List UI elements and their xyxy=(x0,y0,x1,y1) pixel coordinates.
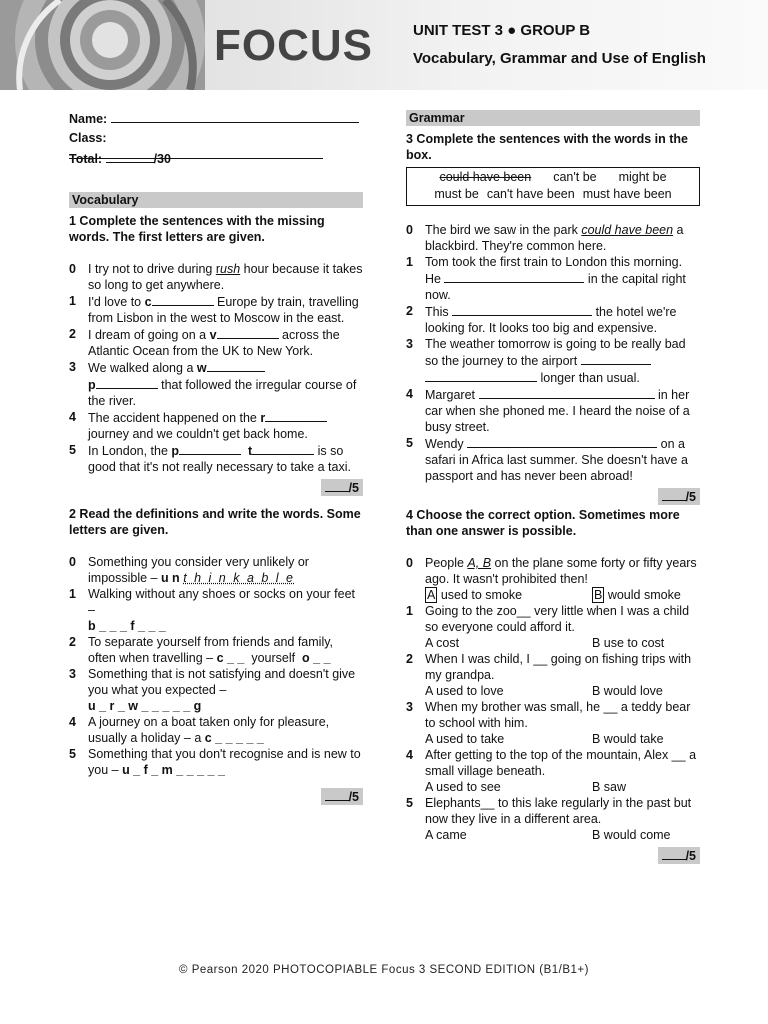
item-number: 0 xyxy=(406,556,413,570)
example-answer: A, B xyxy=(467,556,492,570)
item-text: across the Atlantic Ocean from the UK to New York. xyxy=(88,328,340,358)
grammar-section-header: Grammar xyxy=(406,110,700,126)
task2-item-4 xyxy=(69,714,363,746)
vocabulary-section-header: Vocabulary xyxy=(69,192,363,208)
task4-item-1 xyxy=(406,603,700,651)
task3-item-0 xyxy=(406,222,700,254)
item-text: a blackbird. They're common here. xyxy=(425,223,684,253)
item-number: 2 xyxy=(406,304,413,318)
item-number: 3 xyxy=(406,337,413,351)
item-text: After getting to the top of the mountain, Alex __ a small village beneath. xyxy=(425,748,697,778)
unit-title: UNIT TEST 3 ● GROUP B xyxy=(413,22,591,39)
score-total: /5 xyxy=(348,481,359,495)
item-number: 4 xyxy=(69,410,76,424)
answer-blank[interactable] xyxy=(265,409,327,422)
task1-item-3 xyxy=(69,359,363,409)
answer-blank[interactable] xyxy=(252,442,314,455)
item-number: 4 xyxy=(406,387,413,401)
options-row xyxy=(425,827,700,843)
definition-text: Walking without any shoes or socks on your feet – xyxy=(88,587,356,617)
score-blank[interactable] xyxy=(662,488,686,501)
class-label: Class: xyxy=(69,131,107,145)
item-text: the hotel we're looking for. It looks too big and expensive. xyxy=(425,305,677,335)
option-b[interactable]: B would come xyxy=(592,828,671,842)
item-text: on the plane some forty or fifty years ago. It wasn't prohibited then! xyxy=(425,556,697,586)
first-letter: t xyxy=(248,444,253,458)
task3-title: 3 Complete the sentences with the words in the box. xyxy=(406,132,688,162)
item-number: 1 xyxy=(406,255,413,269)
option-a[interactable] xyxy=(425,587,592,603)
answer-pattern[interactable]: u _ f _ m _ _ _ _ _ xyxy=(122,763,225,777)
name-row xyxy=(69,110,363,130)
task4-item-4 xyxy=(406,747,700,795)
option-letter-circled: B xyxy=(594,588,603,602)
task3-score xyxy=(406,488,700,505)
item-number: 5 xyxy=(406,436,413,450)
item-number: 3 xyxy=(406,700,413,714)
first-letter: p xyxy=(88,378,96,392)
option-a[interactable]: A used to take xyxy=(425,732,505,746)
item-number: 4 xyxy=(69,715,76,729)
item-number: 3 xyxy=(69,360,76,374)
item-text: When I was child, I __ going on fishing trips with my grandpa. xyxy=(425,652,692,682)
answer-blank[interactable] xyxy=(179,442,241,455)
answer-blank[interactable] xyxy=(479,386,655,399)
definition-text: Something that you don't recognise and is new to you – xyxy=(88,747,361,777)
focus-logo-graphic xyxy=(0,0,205,90)
first-letter: r xyxy=(260,411,266,425)
task4-score xyxy=(406,847,700,864)
task3-item-5 xyxy=(406,435,700,484)
item-text: that followed the irregular course of the river. xyxy=(88,378,357,408)
item-number: 1 xyxy=(69,587,76,601)
answer-pattern[interactable]: u _ r _ w _ _ _ _ _ g xyxy=(88,699,202,713)
task4-item-0 xyxy=(406,555,700,603)
answer-blank[interactable] xyxy=(467,435,657,448)
answer-pattern[interactable]: o _ _ xyxy=(302,651,331,665)
first-letter: c xyxy=(144,295,152,309)
total-label: Total: xyxy=(69,152,103,166)
task1-score xyxy=(69,479,363,496)
total-field[interactable] xyxy=(106,150,154,163)
word-box-item: can't be xyxy=(553,170,597,184)
task3-item-4 xyxy=(406,386,700,435)
word-box-item: can't have been xyxy=(486,187,575,201)
item-text: Europe by train, travelling from Lisbon in the west to Moscow in the east. xyxy=(88,295,359,325)
task2-title: 2 Read the definitions and write the words. Some letters are given. xyxy=(69,507,361,537)
task1-item-2 xyxy=(69,326,363,359)
option-text: used to smoke xyxy=(437,588,523,602)
name-label: Name: xyxy=(69,112,108,126)
answer-blank[interactable] xyxy=(207,359,265,372)
definition-text: Something that is not satisfying and doesn't give you what you expected – xyxy=(88,667,356,697)
item-number: 5 xyxy=(69,747,76,761)
class-row xyxy=(69,130,363,150)
score-total: /5 xyxy=(685,490,696,504)
item-text: The accident happened on the xyxy=(88,411,261,425)
definition-text: Something you consider very unlikely or impossible – xyxy=(88,555,309,585)
task2-item-1 xyxy=(69,586,363,634)
definition-text: yourself xyxy=(244,651,303,665)
first-letter: v xyxy=(209,328,217,342)
task4-title: 4 Choose the correct option. Sometimes more than one answer is possible. xyxy=(406,508,680,538)
option-b[interactable]: B use to cost xyxy=(592,636,665,650)
score-blank[interactable] xyxy=(662,847,686,860)
item-text: Wendy xyxy=(425,437,468,451)
option-b[interactable]: B saw xyxy=(592,780,627,794)
test-subtitle: Vocabulary, Grammar and Use of English xyxy=(413,50,706,67)
item-text: The bird we saw in the park xyxy=(425,223,582,237)
item-text: I dream of going on a xyxy=(88,328,210,342)
item-text: The weather tomorrow is going to be really bad so the journey to the airport xyxy=(425,337,686,368)
answer-blank[interactable] xyxy=(452,303,592,316)
first-letter: r xyxy=(215,262,221,276)
item-text: In London, the xyxy=(88,444,172,458)
score-blank[interactable] xyxy=(325,479,349,492)
word-box-item: could have been xyxy=(439,170,532,184)
total-suffix: /30 xyxy=(153,152,171,166)
task3-item-1 xyxy=(406,254,700,303)
given-letters: u n xyxy=(160,571,180,585)
option-letter-circled: A xyxy=(427,588,436,602)
task4-item-5 xyxy=(406,795,700,843)
brand-title: FOCUS xyxy=(214,21,373,70)
item-text: Margaret xyxy=(425,388,479,402)
word-box-row-1 xyxy=(407,169,699,186)
example-answer: could have been xyxy=(581,223,674,237)
item-number: 2 xyxy=(69,635,76,649)
score-total: /5 xyxy=(348,790,359,804)
item-text: I try not to drive during xyxy=(88,262,216,276)
item-text: Tom took the first train to London this morning. He xyxy=(425,255,683,286)
item-number: 0 xyxy=(69,555,76,569)
total-row xyxy=(69,150,363,170)
answer-blank[interactable] xyxy=(217,326,279,339)
task2-item-0 xyxy=(69,554,363,586)
option-b[interactable]: B would love xyxy=(592,684,663,698)
option-a[interactable]: A used to see xyxy=(425,780,501,794)
answer-blank[interactable] xyxy=(96,376,158,389)
item-text: Elephants__ to this lake regularly in the past but now they live in a different area. xyxy=(425,796,692,826)
option-b[interactable]: B would take xyxy=(592,732,664,746)
word-box xyxy=(406,167,700,206)
task2-item-5 xyxy=(69,746,363,778)
item-text: is so good that it's not really necessary to take a taxi. xyxy=(88,444,351,474)
item-text: on a safari in Africa last summer. She doesn't have a passport and has never been abroad! xyxy=(425,437,688,483)
answer-blank[interactable] xyxy=(152,293,214,306)
answer-blank[interactable] xyxy=(581,352,651,365)
first-letter: p xyxy=(171,444,180,458)
item-number: 1 xyxy=(69,294,76,308)
task4-item-2 xyxy=(406,651,700,699)
answer-pattern[interactable]: b _ _ _ f _ _ _ xyxy=(88,619,166,633)
task3-item-2 xyxy=(406,303,700,336)
task1-item-1 xyxy=(69,293,363,326)
item-text: This xyxy=(425,305,453,319)
page-header xyxy=(0,0,768,90)
answer-pattern[interactable]: c _ _ _ _ _ xyxy=(204,731,264,745)
item-text: journey and we couldn't get back home. xyxy=(88,427,308,441)
option-a[interactable]: A came xyxy=(425,828,467,842)
item-text: When my brother was small, he __ a teddy bear to school with him. xyxy=(425,700,691,730)
item-number: 2 xyxy=(69,327,76,341)
task1-title: 1 Complete the sentences with the missing words. The first letters are given. xyxy=(69,214,325,244)
answer-pattern[interactable]: c _ _ xyxy=(216,651,245,665)
item-text: longer than usual. xyxy=(537,371,640,385)
definition-text: A journey on a boat taken only for pleasure, usually a holiday – a xyxy=(88,715,330,745)
item-text: We walked along a xyxy=(88,361,197,375)
word-box-item: must be xyxy=(434,187,479,201)
options-row xyxy=(425,683,700,699)
options-row xyxy=(425,587,700,603)
options-row xyxy=(425,731,700,747)
word-box-row-2 xyxy=(407,186,699,203)
item-number: 0 xyxy=(69,262,76,276)
option-a[interactable]: A cost xyxy=(425,636,460,650)
item-number: 0 xyxy=(406,223,413,237)
option-a[interactable]: A used to love xyxy=(425,684,504,698)
item-text: in her car when she phoned me. I heard the noise of a busy street. xyxy=(425,388,690,434)
options-row xyxy=(425,779,700,795)
score-total: /5 xyxy=(685,849,696,863)
item-number: 3 xyxy=(69,667,76,681)
task2-score xyxy=(69,788,363,805)
word-box-item: must have been xyxy=(582,187,672,201)
item-text: Going to the zoo__ very little when I was a child so everyone could afford it. xyxy=(425,604,690,634)
task4-item-3 xyxy=(406,699,700,747)
item-text: People xyxy=(425,556,468,570)
task1-item-5 xyxy=(69,442,363,475)
item-text: hour because it takes so long to get anywhere. xyxy=(88,262,363,292)
option-b[interactable] xyxy=(592,587,681,603)
option-text: would smoke xyxy=(604,588,681,602)
item-text: I'd love to xyxy=(88,295,145,309)
page-footer: © Pearson 2020 PHOTOCOPIABLE Focus 3 SECOND EDITION (B1/B1+) xyxy=(179,964,589,976)
task3-item-3 xyxy=(406,336,700,386)
example-answer: ush xyxy=(220,262,241,276)
item-number: 2 xyxy=(406,652,413,666)
example-answer: t h i n k a b l e xyxy=(183,571,296,585)
first-letter: w xyxy=(196,361,207,375)
item-number: 5 xyxy=(69,443,76,457)
name-field[interactable] xyxy=(111,110,359,123)
definition-text: To separate yourself from friends and family, often when travelling – xyxy=(88,635,334,665)
task1-item-0 xyxy=(69,261,363,293)
item-text: in the capital right now. xyxy=(425,272,686,302)
score-blank[interactable] xyxy=(325,788,349,801)
answer-blank[interactable] xyxy=(425,369,537,382)
answer-blank[interactable] xyxy=(444,270,584,283)
task1-item-4 xyxy=(69,409,363,442)
item-number: 1 xyxy=(406,604,413,618)
left-column xyxy=(69,110,363,805)
item-number: 4 xyxy=(406,748,413,762)
options-row xyxy=(425,635,700,651)
word-box-item: might be xyxy=(618,170,667,184)
task2-item-3 xyxy=(69,666,363,714)
item-number: 5 xyxy=(406,796,413,810)
right-column xyxy=(406,110,700,864)
task2-item-2 xyxy=(69,634,363,666)
